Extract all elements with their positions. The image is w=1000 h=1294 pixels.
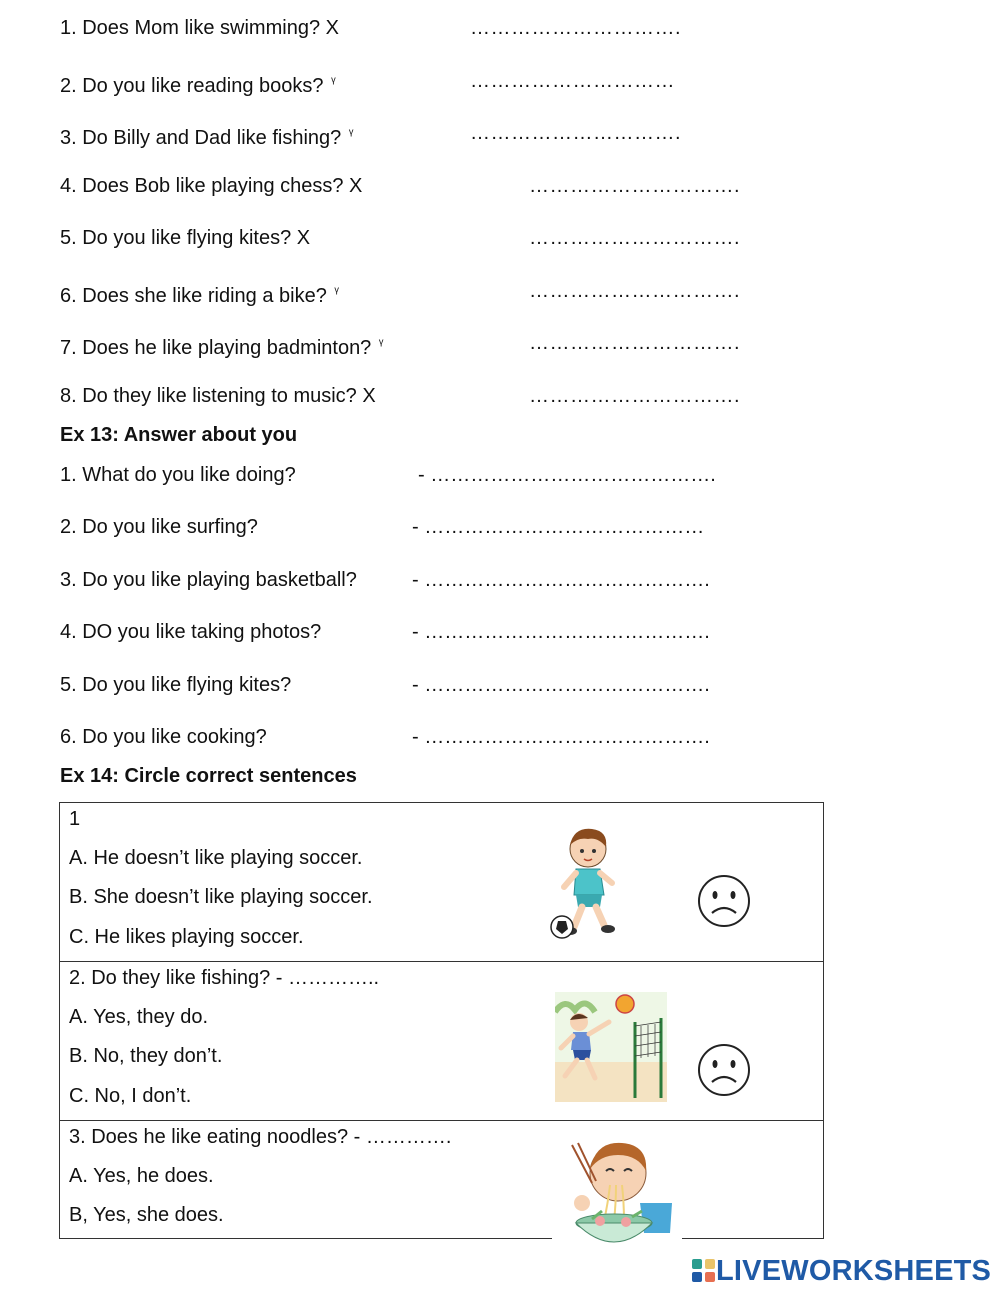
ex13-question-5: 5. Do you like flying kites? (60, 674, 292, 696)
ex14-option-3a[interactable]: A. Yes, he does. (69, 1165, 214, 1187)
ex14-option-1b[interactable]: B. She doesn’t like playing soccer. (69, 886, 373, 908)
ex14-row-1 (60, 803, 823, 962)
ex12-question-8: 8. Do they like listening to music? X (60, 385, 376, 407)
boy-eating-noodles-image (552, 1133, 682, 1251)
ex14-question-2: 2. Do they like fishing? - ………….. (69, 967, 380, 989)
ex13-answer-blank-4[interactable]: - ……………………………………. (412, 621, 710, 643)
tick-mark-icon: ᵞ (348, 125, 354, 141)
ex12-answer-blank-7[interactable]: …………………………. (529, 332, 741, 354)
ex12-question-5: 5. Do you like flying kites? X (60, 227, 311, 249)
boy-playing-volleyball-image (555, 992, 667, 1102)
ex13-heading: Ex 13: Answer about you (60, 424, 298, 446)
ex13-question-1: 1. What do you like doing? (60, 464, 296, 486)
ex12-answer-blank-5[interactable]: …………………………. (529, 227, 741, 249)
liveworksheets-logo-icon (692, 1259, 716, 1283)
ex12-question-3: 3. Do Billy and Dad like fishing? $^ᵞ$ (60, 125, 354, 149)
ex14-row-1-number: 1 (69, 808, 81, 830)
ex13-answer-blank-6[interactable]: - ……………………………………. (412, 726, 710, 748)
ex13-answer-blank-1[interactable]: - ……………………………………. (418, 464, 716, 486)
ex14-option-3b[interactable]: B, Yes, she does. (69, 1204, 224, 1226)
ex13-answer-blank-3[interactable]: - ……………………………………. (412, 569, 710, 591)
ex12-answer-blank-1[interactable]: …………………………. (470, 17, 682, 39)
tick-mark-icon: ᵞ (331, 73, 336, 89)
tick-mark-icon: ᵞ (334, 283, 339, 299)
ex13-question-6: 6. Do you like cooking? (60, 726, 267, 748)
boy-playing-soccer-image (550, 823, 630, 943)
ex13-question-4: 4. DO you like taking photos? (60, 621, 322, 643)
liveworksheets-wordmark: LIVEWORKSHEETS (716, 1255, 992, 1287)
ex14-table (59, 802, 824, 1239)
liveworksheets-logo[interactable] (692, 1256, 991, 1286)
ex12-question-2: 2. Do you like reading books? $^ᵞ$ (60, 73, 336, 97)
ex13-question-2: 2. Do you like surfing? (60, 516, 258, 538)
ex14-option-1c[interactable]: C. He likes playing soccer. (69, 926, 304, 948)
sad-face-icon (696, 1042, 752, 1098)
ex12-question-7: 7. Does he like playing badminton? $^ᵞ$ (60, 335, 384, 359)
ex14-option-1a[interactable]: A. He doesn’t like playing soccer. (69, 847, 363, 869)
ex12-question-4: 4. Does Bob like playing chess? X (60, 175, 363, 197)
ex14-option-2c[interactable]: C. No, I don’t. (69, 1085, 192, 1107)
ex14-option-2b[interactable]: B. No, they don’t. (69, 1045, 223, 1067)
ex12-answer-blank-8[interactable]: …………………………. (529, 385, 741, 407)
ex13-answer-blank-5[interactable]: - ……………………………………. (412, 674, 710, 696)
ex12-answer-blank-6[interactable]: …………………………. (529, 280, 741, 302)
ex13-answer-blank-2[interactable]: - …………………………………… (412, 516, 705, 538)
ex12-answer-blank-3[interactable]: …………………………. (470, 122, 682, 144)
ex14-option-2a[interactable]: A. Yes, they do. (69, 1006, 208, 1028)
ex14-row-2 (60, 962, 823, 1121)
ex14-question-3: 3. Does he like eating noodles? - …………. (69, 1126, 452, 1148)
ex14-row-3 (60, 1121, 823, 1239)
ex12-answer-blank-4[interactable]: …………………………. (529, 175, 741, 197)
sad-face-icon (696, 873, 752, 929)
ex13-question-3: 3. Do you like playing basketball? (60, 569, 357, 591)
ex12-question-1: 1. Does Mom like swimming? X (60, 17, 339, 39)
tick-mark-icon: ᵞ (378, 335, 384, 351)
ex14-heading: Ex 14: Circle correct sentences (60, 765, 357, 787)
ex12-question-6: 6. Does she like riding a bike? $^ᵞ$ (60, 283, 339, 307)
ex12-answer-blank-2[interactable]: ………………………… (470, 70, 675, 92)
